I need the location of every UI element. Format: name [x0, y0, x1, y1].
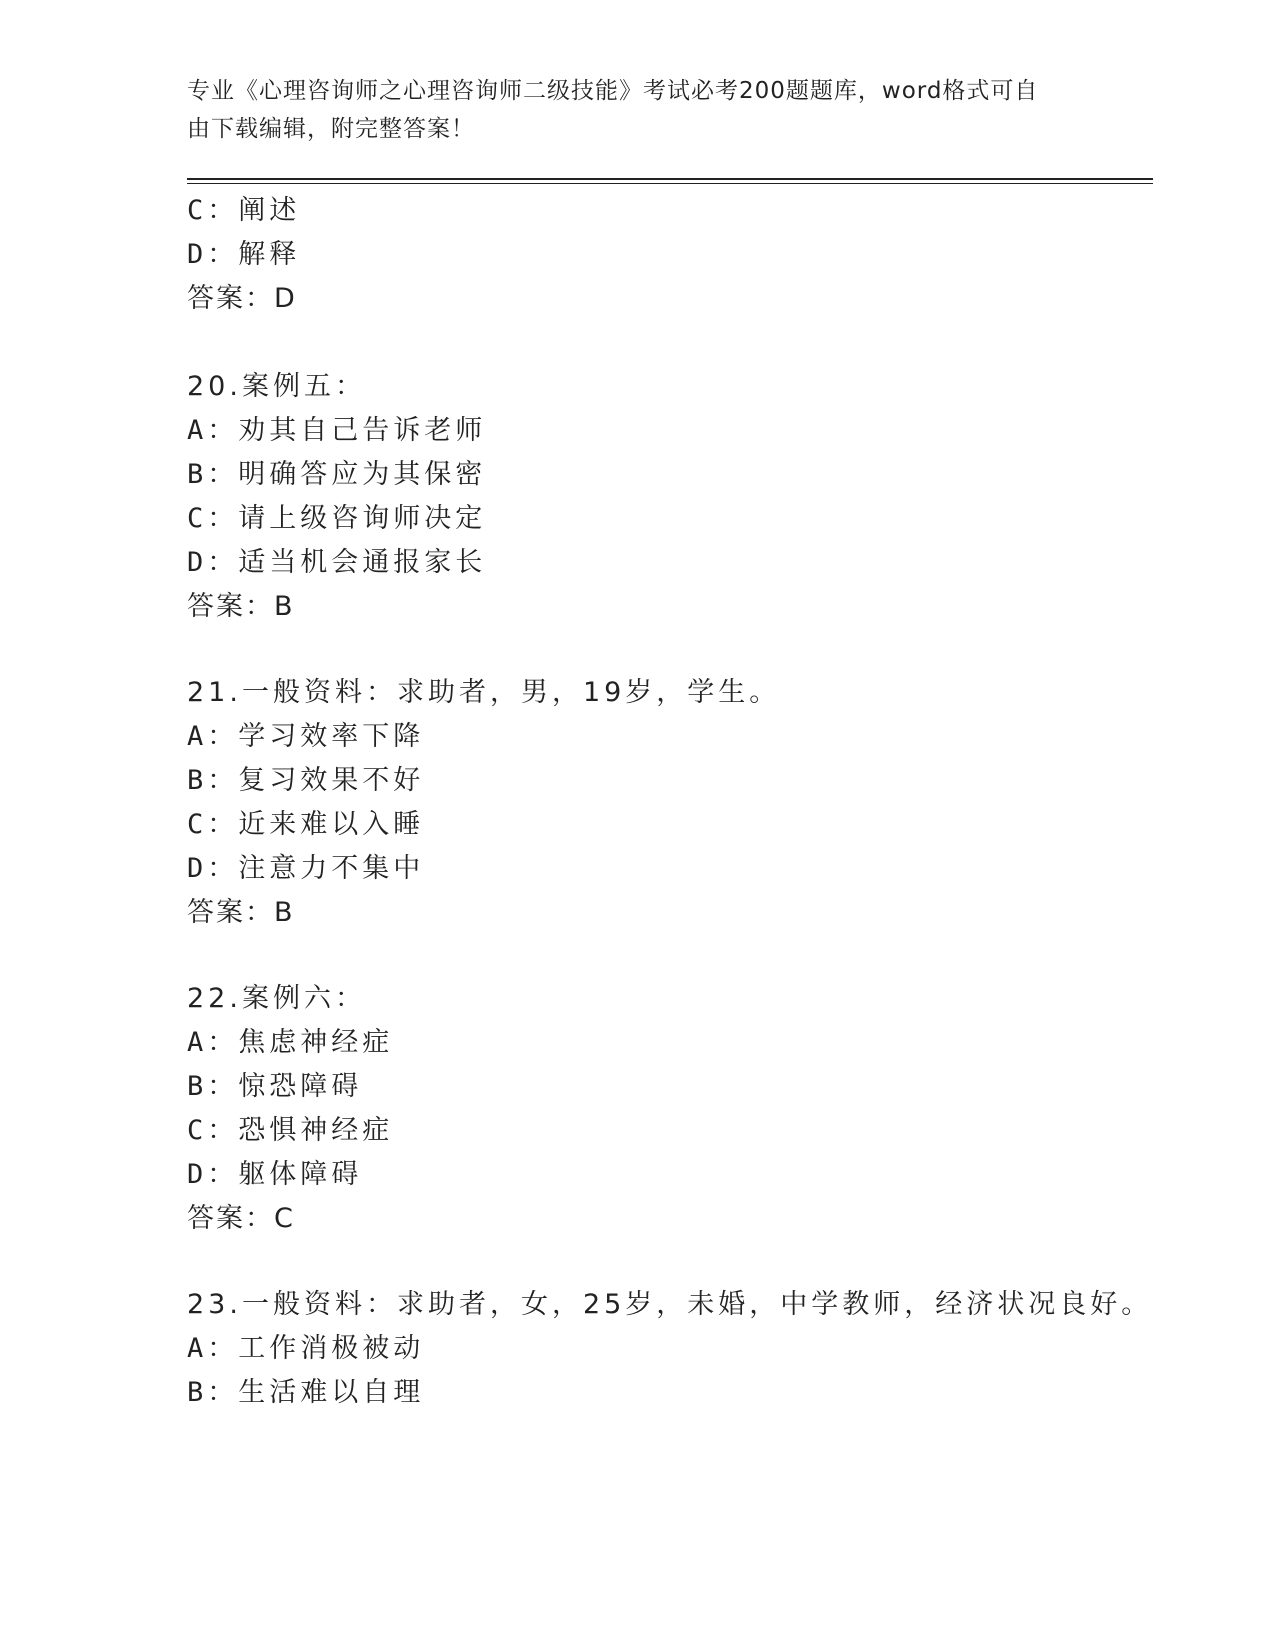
answer: 答案：C: [187, 1203, 295, 1234]
option-a: A：焦虑神经症: [187, 1027, 394, 1058]
question-stem: 20.案例五：: [187, 371, 366, 402]
answer: 答案：D: [187, 283, 297, 314]
question-stem: 23.一般资料：求助者，女，25岁，未婚，中学教师，经济状况良好。: [187, 1289, 1153, 1320]
option-a: A：学习效率下降: [187, 721, 425, 752]
option-c: C：恐惧神经症: [187, 1115, 394, 1146]
option-c: C：请上级咨询师决定: [187, 503, 487, 534]
option-c: C：阐述: [187, 195, 301, 226]
option-a: A：劝其自己告诉老师: [187, 415, 487, 446]
option-a: A：工作消极被动: [187, 1333, 425, 1364]
option-d: D：适当机会通报家长: [187, 547, 487, 578]
document-header: [187, 72, 1067, 148]
header-divider: [187, 178, 1153, 180]
option-d: D：躯体障碍: [187, 1159, 363, 1190]
answer: 答案：B: [187, 897, 295, 928]
header-line-1: 专业《心理咨询师之心理咨询师二级技能》考试必考200题题库，word格式可自: [187, 78, 1039, 104]
option-d: D：注意力不集中: [187, 853, 425, 884]
header-line-2: 由下载编辑，附完整答案！: [187, 116, 475, 142]
answer: 答案：B: [187, 591, 295, 622]
option-b: B：明确答应为其保密: [187, 459, 487, 490]
header-divider-thin: [187, 183, 1153, 184]
question-stem: 21.一般资料：求助者，男，19岁，学生。: [187, 677, 781, 708]
option-c: C：近来难以入睡: [187, 809, 425, 840]
option-b: B：生活难以自理: [187, 1377, 425, 1408]
question-stem: 22.案例六：: [187, 983, 366, 1014]
option-b: B：复习效果不好: [187, 765, 425, 796]
option-d: D：解释: [187, 239, 301, 270]
option-b: B：惊恐障碍: [187, 1071, 363, 1102]
